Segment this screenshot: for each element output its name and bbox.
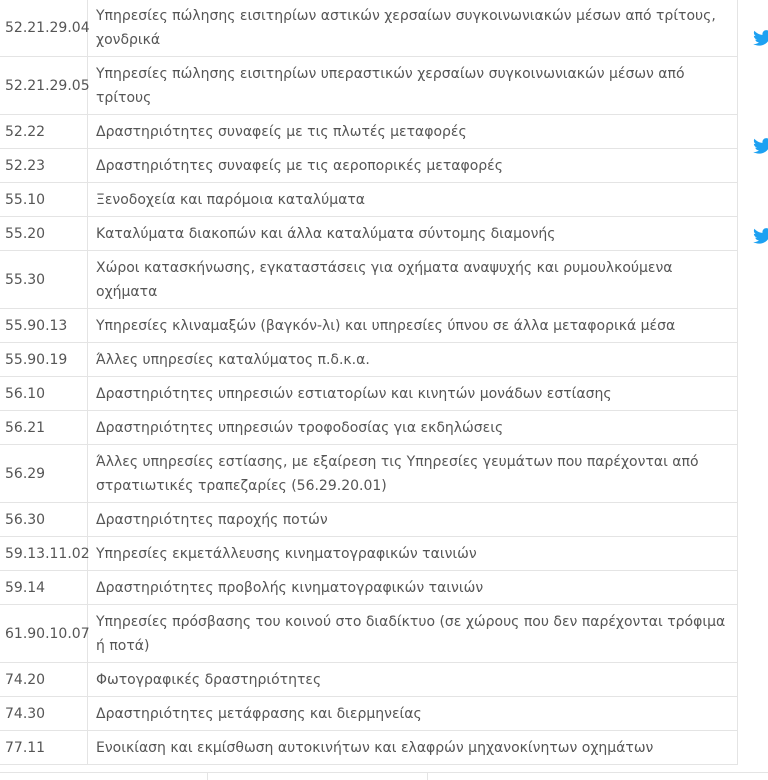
activity-code: 56.21: [0, 411, 88, 445]
activity-description: Άλλες υπηρεσίες εστίασης, με εξαίρεση τις Υπηρεσίες γευμάτων που παρέχονται από στρατιωτικές τραπεζαρίες (56.29.20.01): [88, 445, 738, 503]
twitter-share-icon[interactable]: [752, 228, 768, 244]
activity-description: Άλλες υπηρεσίες καταλύματος π.δ.κ.α.: [88, 343, 738, 377]
table-row: [0, 115, 738, 149]
activity-code: 74.20: [0, 663, 88, 697]
activity-description: Δραστηριότητες υπηρεσιών τροφοδοσίας για εκδηλώσεις: [88, 411, 738, 445]
table-row: [0, 697, 738, 731]
activity-code: 55.30: [0, 251, 88, 309]
table-row: [0, 411, 738, 445]
table-row: [0, 183, 738, 217]
activity-code: 52.22: [0, 115, 88, 149]
activity-code: 52.21.29.05: [0, 57, 88, 115]
activity-description: Υπηρεσίες εκμετάλλευσης κινηματογραφικών ταινιών: [88, 537, 738, 571]
activity-description: Δραστηριότητες προβολής κινηματογραφικών ταινιών: [88, 571, 738, 605]
bottom-divider-tick: [207, 773, 208, 780]
activity-code: 74.30: [0, 697, 88, 731]
twitter-icon-shape: [753, 138, 768, 154]
activity-code: 59.14: [0, 571, 88, 605]
table-row: [0, 503, 738, 537]
table-row: [0, 537, 738, 571]
table-row: [0, 571, 738, 605]
activity-description: Δραστηριότητες μετάφρασης και διερμηνείας: [88, 697, 738, 731]
activity-description: Υπηρεσίες πώλησης εισιτηρίων αστικών χερσαίων συγκοινωνιακών μέσων από τρίτους, χονδρικά: [88, 0, 738, 57]
table-row: [0, 663, 738, 697]
activity-code: 52.23: [0, 149, 88, 183]
activity-description: Χώροι κατασκήνωσης, εγκαταστάσεις για οχήματα αναψυχής και ρυμουλκούμενα οχήματα: [88, 251, 738, 309]
activity-code: 55.10: [0, 183, 88, 217]
table-row: [0, 57, 738, 115]
activity-code: 55.20: [0, 217, 88, 251]
activity-code: 56.30: [0, 503, 88, 537]
bottom-divider-tick: [427, 773, 428, 780]
activity-description: Ξενοδοχεία και παρόμοια καταλύματα: [88, 183, 738, 217]
twitter-icon: [752, 228, 768, 244]
twitter-share-icon[interactable]: [752, 30, 768, 46]
twitter-share-icon[interactable]: [752, 138, 768, 154]
table-row: [0, 251, 738, 309]
twitter-icon-shape: [753, 30, 768, 46]
activity-description: Φωτογραφικές δραστηριότητες: [88, 663, 738, 697]
activity-description: Δραστηριότητες συναφείς με τις αεροπορικές μεταφορές: [88, 149, 738, 183]
activity-code: 77.11: [0, 731, 88, 765]
activity-code: 55.90.19: [0, 343, 88, 377]
twitter-icon-shape: [753, 228, 768, 244]
activity-description: Δραστηριότητες παροχής ποτών: [88, 503, 738, 537]
activity-description: Καταλύματα διακοπών και άλλα καταλύματα σύντομης διαμονής: [88, 217, 738, 251]
activity-code: 55.90.13: [0, 309, 88, 343]
activity-code: 61.90.10.07: [0, 605, 88, 663]
activity-description: Υπηρεσίες κλιναμαξών (βαγκόν-λι) και υπηρεσίες ύπνου σε άλλα μεταφορικά μέσα: [88, 309, 738, 343]
bottom-divider: [0, 772, 768, 773]
activity-code: 56.29: [0, 445, 88, 503]
activity-description: Δραστηριότητες συναφείς με τις πλωτές μεταφορές: [88, 115, 738, 149]
activity-description: Δραστηριότητες υπηρεσιών εστιατορίων και κινητών μονάδων εστίασης: [88, 377, 738, 411]
table-row: [0, 377, 738, 411]
activity-description: Υπηρεσίες πρόσβασης του κοινού στο διαδίκτυο (σε χώρους που δεν παρέχονται τρόφιμα ή ποτά): [88, 605, 738, 663]
table-row: [0, 343, 738, 377]
activity-description: Ενοικίαση και εκμίσθωση αυτοκινήτων και ελαφρών μηχανοκίνητων οχημάτων: [88, 731, 738, 765]
activity-code: 52.21.29.04: [0, 0, 88, 57]
table-row: [0, 217, 738, 251]
table-row: [0, 0, 738, 57]
table-row: [0, 445, 738, 503]
table-row: [0, 149, 738, 183]
table-row: [0, 731, 738, 765]
activity-code: 59.13.11.02: [0, 537, 88, 571]
twitter-icon: [752, 30, 768, 46]
activity-description: Υπηρεσίες πώλησης εισιτηρίων υπεραστικών χερσαίων συγκοινωνιακών μέσων από τρίτους: [88, 57, 738, 115]
activity-code: 56.10: [0, 377, 88, 411]
table-row: [0, 309, 738, 343]
table-row: [0, 605, 738, 663]
twitter-icon: [752, 138, 768, 154]
